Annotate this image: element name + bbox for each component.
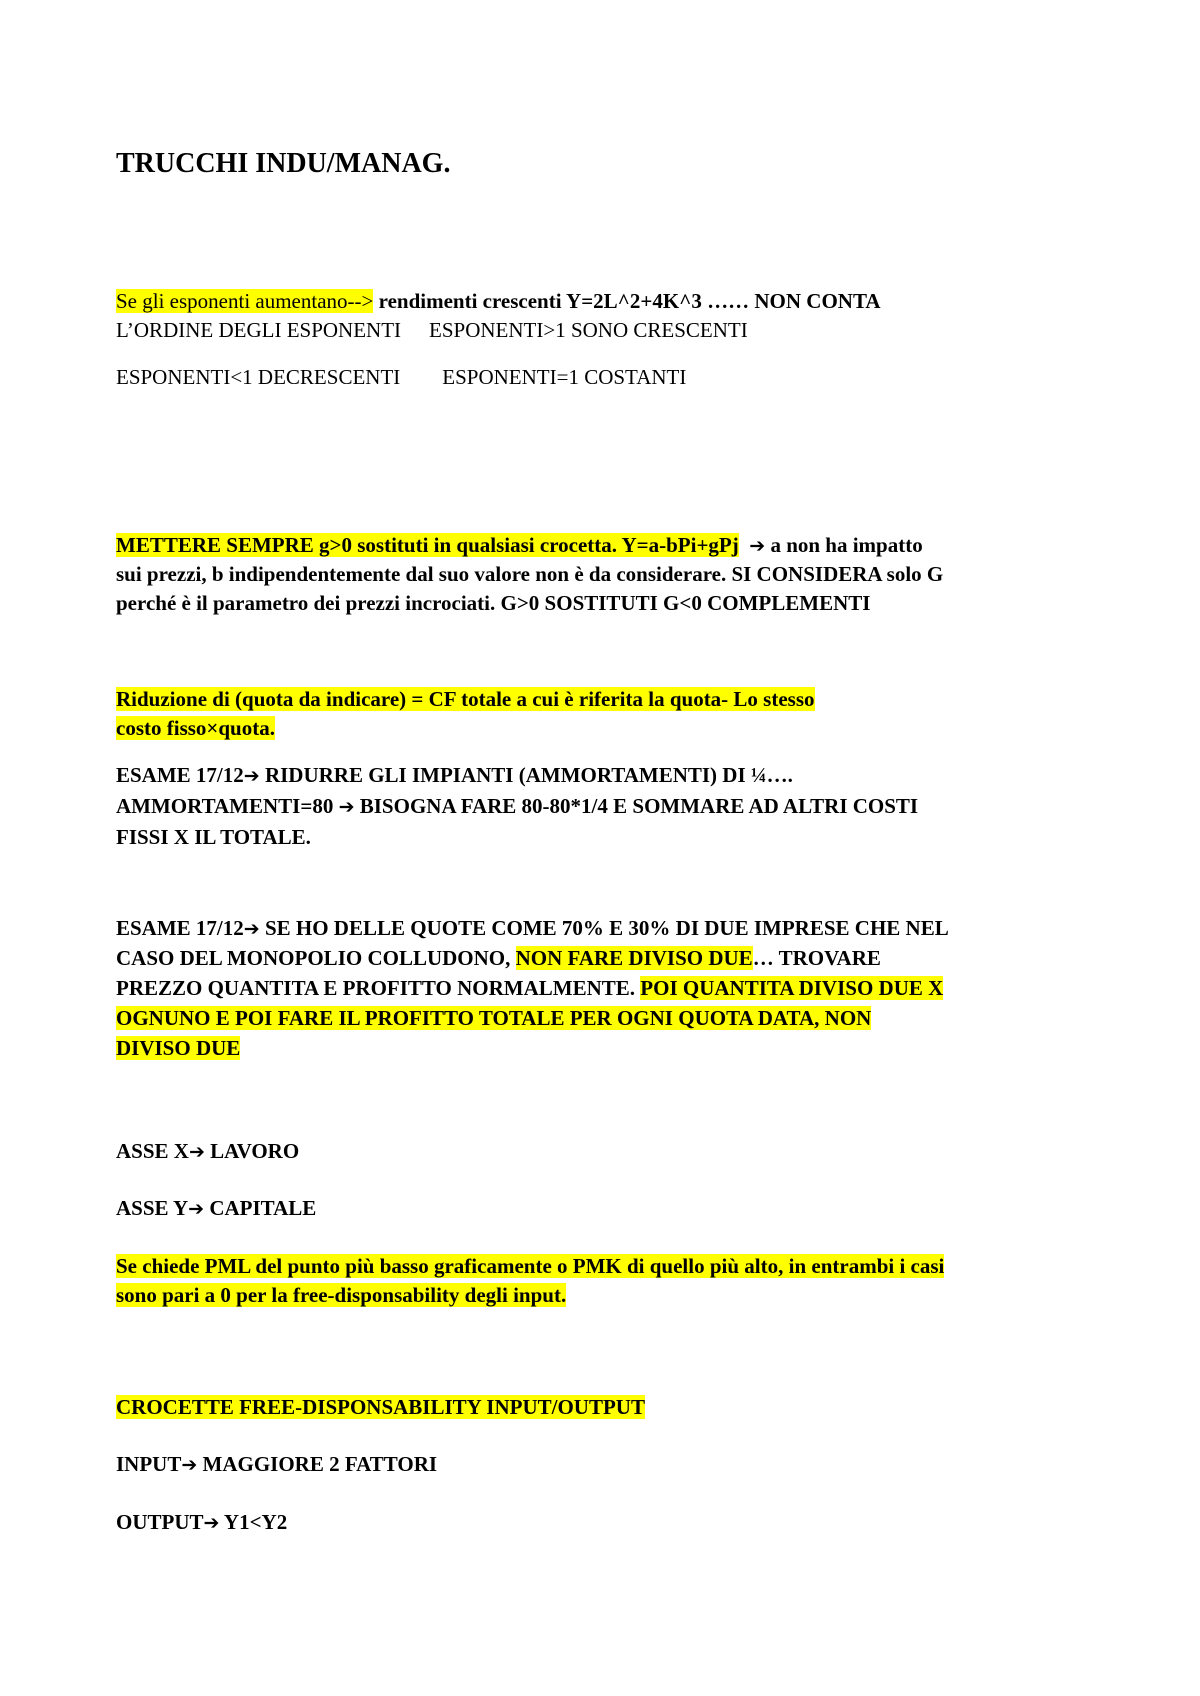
text: … TROVARE [752,946,881,970]
arrow-icon: ➔ [188,1141,205,1163]
highlight-text: Riduzione di (quota da indicare) = CF totale a cui è riferita la quota- Lo stesso [116,687,815,711]
exam-amortization-line-1 [116,760,1096,791]
exponents-line-2 [116,315,1096,345]
exam-quota-line-1 [116,913,1096,944]
arrow-icon: ➔ [338,796,355,818]
text: LAVORO [204,1139,300,1163]
text: ESPONENTI>1 SONO CRESCENTI [429,318,748,342]
text: INPUT [116,1452,182,1476]
exam-amortization-line-2 [116,791,1096,822]
text: ESPONENTI=1 COSTANTI [442,365,687,389]
reduction-line-1 [116,684,1096,714]
text: AMMORTAMENTI=80 [116,794,339,818]
text: a non ha impatto [765,533,923,557]
text: CASO DEL MONOPOLIO COLLUDONO, [116,946,516,970]
arrow-icon: ➔ [203,1512,220,1534]
text: CAPITALE [204,1196,317,1220]
pml-line-1 [116,1251,1096,1281]
text: ESPONENTI<1 DECRESCENTI [116,365,401,389]
arrow-icon: ➔ [243,765,260,787]
arrow-icon: ➔ [181,1454,198,1476]
text: BISOGNA FARE 80-80*1/4 E SOMMARE AD ALTRI COSTI [354,794,919,818]
text: FISSI X IL TOTALE. [116,825,311,849]
text: OUTPUT [116,1510,204,1534]
output-line [116,1507,1096,1538]
arrow-icon: ➔ [749,535,766,557]
pml-line-2 [116,1280,1096,1310]
exam-quota-line-2 [116,943,1096,973]
text: MAGGIORE 2 FATTORI [197,1452,438,1476]
substitutes-line-3 [116,588,1096,618]
highlight-text: NON FARE DIVISO DUE [515,946,753,970]
highlight-text: Se chiede PML del punto più basso graficamente o PMK di quello più alto, in entrambi i casi [116,1254,945,1278]
axis-y-line [116,1193,1096,1224]
highlight-text: OGNUNO E POI FARE IL PROFITTO TOTALE PER OGNI QUOTA DATA, NON [116,1006,872,1030]
text: RIDURRE GLI IMPIANTI (AMMORTAMENTI) DI ¼…. [259,763,793,787]
text: SE HO DELLE QUOTE COME 70% E 30% DI DUE IMPRESE CHE NEL [259,916,949,940]
highlight-text: CROCETTE FREE-DISPONSABILITY INPUT/OUTPUT [116,1395,645,1419]
page-title: TRUCCHI INDU/MANAG. [116,148,451,179]
arrow-icon: ➔ [243,918,260,940]
arrow-icon: ➔ [188,1198,205,1220]
substitutes-line-2 [116,559,1096,589]
highlight-text: costo fisso×quota. [116,716,275,740]
exam-quota-line-3 [116,973,1096,1003]
text: sui prezzi, b indipendentemente dal suo valore non è da considerare. SI CONSIDERA solo G [116,562,944,586]
exam-quota-line-4 [116,1003,1096,1033]
text: ASSE Y [116,1196,189,1220]
text: Y1<Y2 [219,1510,288,1534]
text: ESAME 17/12 [116,916,244,940]
text: ESAME 17/12 [116,763,244,787]
text: PREZZO QUANTITA E PROFITTO NORMALMENTE. [116,976,641,1000]
reduction-line-2 [116,713,1096,743]
input-line [116,1449,1096,1480]
highlight-text: METTERE SEMPRE g>0 sostituti in qualsiasi crocetta. Y=a-bPi+gPj [116,533,739,557]
text: rendimenti crescenti Y=2L^2+4K^3 …… NON CONTA [373,289,881,313]
exponents-line-1 [116,286,1096,316]
highlight-text: sono pari a 0 per la free-disponsability degli input. [116,1283,567,1307]
text: L’ORDINE DEGLI ESPONENTI [116,318,402,342]
axis-x-line [116,1136,1096,1167]
free-disposability-heading [116,1392,1096,1422]
exam-amortization-line-3 [116,822,1096,852]
exponents-line-3 [116,362,1096,392]
text: perché è il parametro dei prezzi incrociati. G>0 SOSTITUTI G<0 COMPLEMENTI [116,591,871,615]
text: ASSE X [116,1139,189,1163]
substitutes-line-1 [116,530,1096,561]
highlight-text: POI QUANTITA DIVISO DUE X [640,976,944,1000]
exam-quota-line-5 [116,1033,1096,1063]
highlight-text: DIVISO DUE [116,1036,241,1060]
highlight-text: Se gli esponenti aumentano--> [116,289,374,313]
